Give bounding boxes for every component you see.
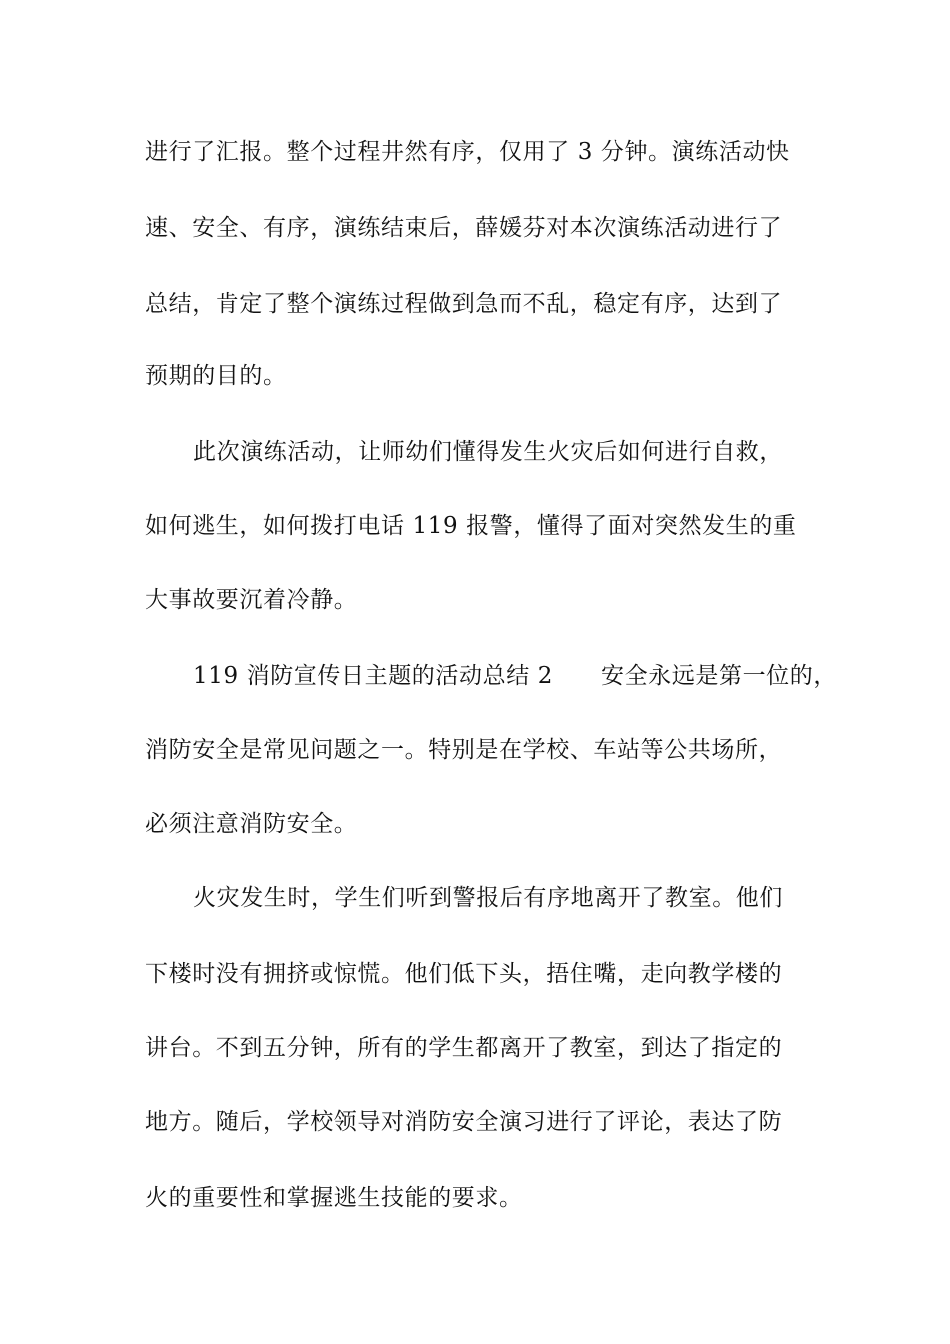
text-line: 地方。随后，学校领导对消防安全演习进行了评论，表达了防 bbox=[145, 1109, 783, 1135]
text-line: 火的重要性和掌握逃生技能的要求。 bbox=[145, 1185, 523, 1211]
text-line: 火灾发生时，学生们听到警报后有序地离开了教室。他们 bbox=[193, 885, 783, 911]
text-line: 大事故要沉着冷静。 bbox=[145, 587, 358, 613]
text-line: 下楼时没有拥挤或惊慌。他们低下头，捂住嘴，走向教学楼的 bbox=[145, 961, 783, 987]
section-heading-line bbox=[193, 658, 873, 694]
text-line: 此次演练活动，让师幼们懂得发生火灾后如何进行自救， bbox=[193, 439, 783, 465]
text-span: 安全永远是第一位的， bbox=[600, 663, 837, 689]
text-line: 讲台。不到五分钟，所有的学生都离开了教室，到达了指定的 bbox=[145, 1035, 783, 1061]
section-heading: 119 消防宣传日主题的活动总结 2 bbox=[193, 663, 553, 689]
text-line: 速、安全、有序，演练结束后，薛媛芬对本次演练活动进行了 bbox=[145, 215, 783, 241]
text-line: 总结，肯定了整个演练过程做到急而不乱，稳定有序，达到了 bbox=[145, 291, 783, 317]
text-line: 如何逃生，如何拨打电话 119 报警，懂得了面对突然发生的重 bbox=[145, 513, 797, 539]
text-line: 预期的目的。 bbox=[145, 363, 287, 389]
text-line: 必须注意消防安全。 bbox=[145, 811, 358, 837]
text-line: 消防安全是常见问题之一。特别是在学校、车站等公共场所， bbox=[145, 737, 783, 763]
text-line: 进行了汇报。整个过程井然有序，仅用了 3 分钟。演练活动快 bbox=[145, 139, 790, 165]
